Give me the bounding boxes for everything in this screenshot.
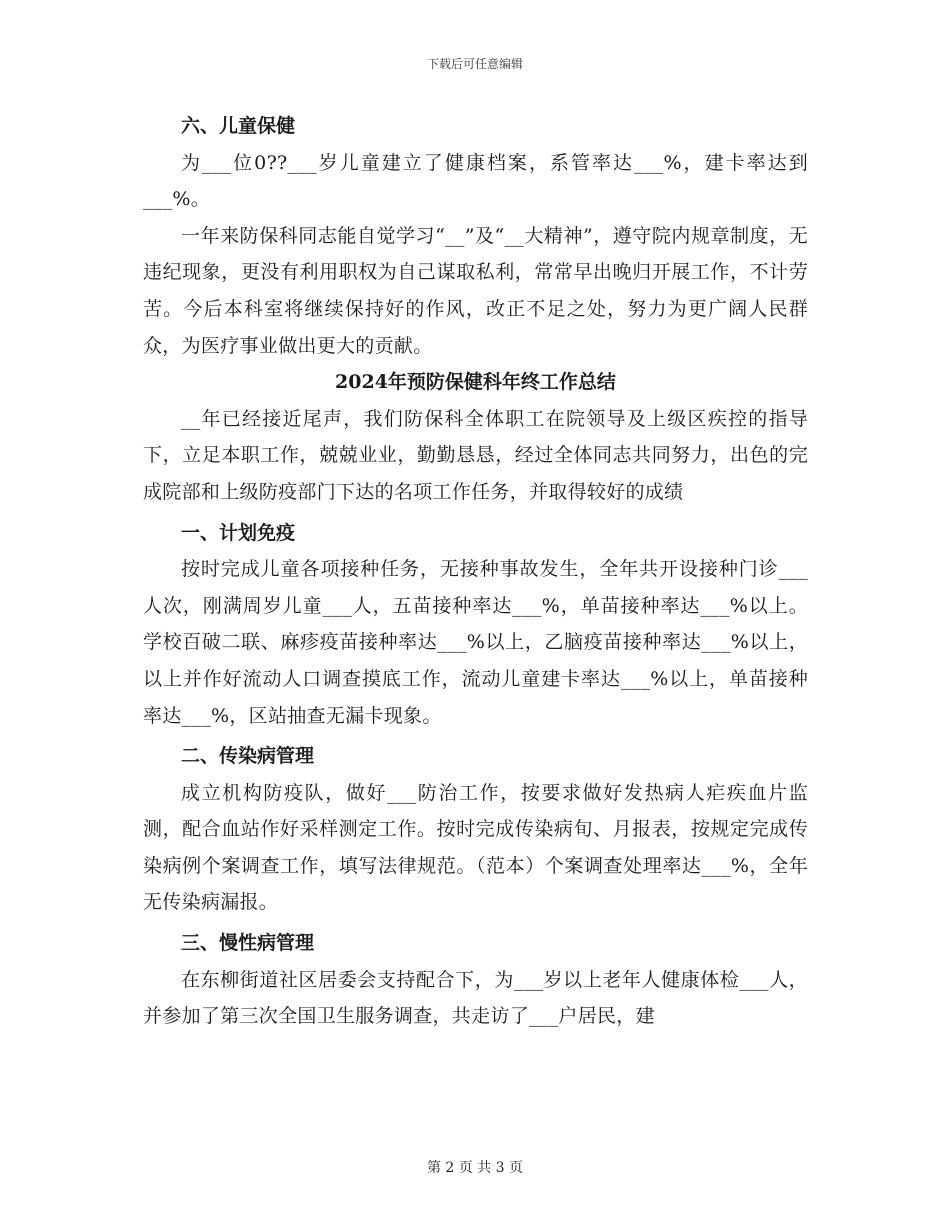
- page-header: 下载后可任意编辑: [426, 57, 523, 71]
- section-heading-child-health: 六、儿童保健: [181, 115, 296, 137]
- page-footer: 第 2 页 共 3 页: [426, 1160, 524, 1176]
- paragraph-intro: __年已经接近尾声，我们防保科全体职工在院领导及上级区疾控的指导下，立足本职工作，兢兢业业，勤勤恳恳，经过全体同志共同努力，出色的完成院部和上级防疫部门下达的名项工作任务，并取得较好的成绩: [143, 407, 808, 503]
- section-heading-chronic-disease: 三、慢性病管理: [181, 932, 315, 955]
- paragraph-infectious-disease: 成立机构防疫队，做好___防治工作，按要求做好发热病人疟疾血片监测，配合血站作好采样测定工作。按时完成传染病旬、月报表，按规定完成传染病例个案调查工作，填写法律规范。（范本）个案调查处理率达___%，全年无传染病漏报。: [143, 781, 808, 914]
- section-heading-infectious-disease: 二、传染病管理: [181, 745, 315, 768]
- paragraph-child-health: 为___位0??___岁儿童建立了健康档案，系管率达___%，建卡率达到___%。: [143, 151, 808, 211]
- paragraph-immunization: 按时完成儿童各项接种任务，无接种事故发生，全年共开设接种门诊___人次，刚满周岁儿童___人，五苗接种率达___%，单苗接种率达___%以上。学校百破二联、麻疹疫苗接种率达___%以上，乙脑疫苗接种率达___%以上，以上并作好流动人口调查摸底工作，流动儿童建卡率达___%以上，单苗接种率达___%，区站抽查无漏卡现象。: [143, 558, 808, 727]
- section-heading-immunization: 一、计划免疫: [181, 521, 296, 544]
- document-title: 2024年预防保健科年终工作总结: [335, 371, 616, 394]
- document-body: [143, 108, 808, 1035]
- paragraph-summary: 一年来防保科同志能自觉学习“__”及“__大精神”，遵守院内规章制度，无违纪现象，更没有利用职权为自己谋取私利，常常早出晚归开展工作，不计劳苦。今后本科室将继续保持好的作风，改正不足之处，努力为更广阔人民群众，为医疗事业做出更大的贡献。: [143, 224, 808, 357]
- paragraph-chronic-disease: 在东柳街道社区居委会支持配合下，为___岁以上老年人健康体检___人，并参加了第三次全国卫生服务调查，共走访了___户居民，建: [143, 968, 808, 1028]
